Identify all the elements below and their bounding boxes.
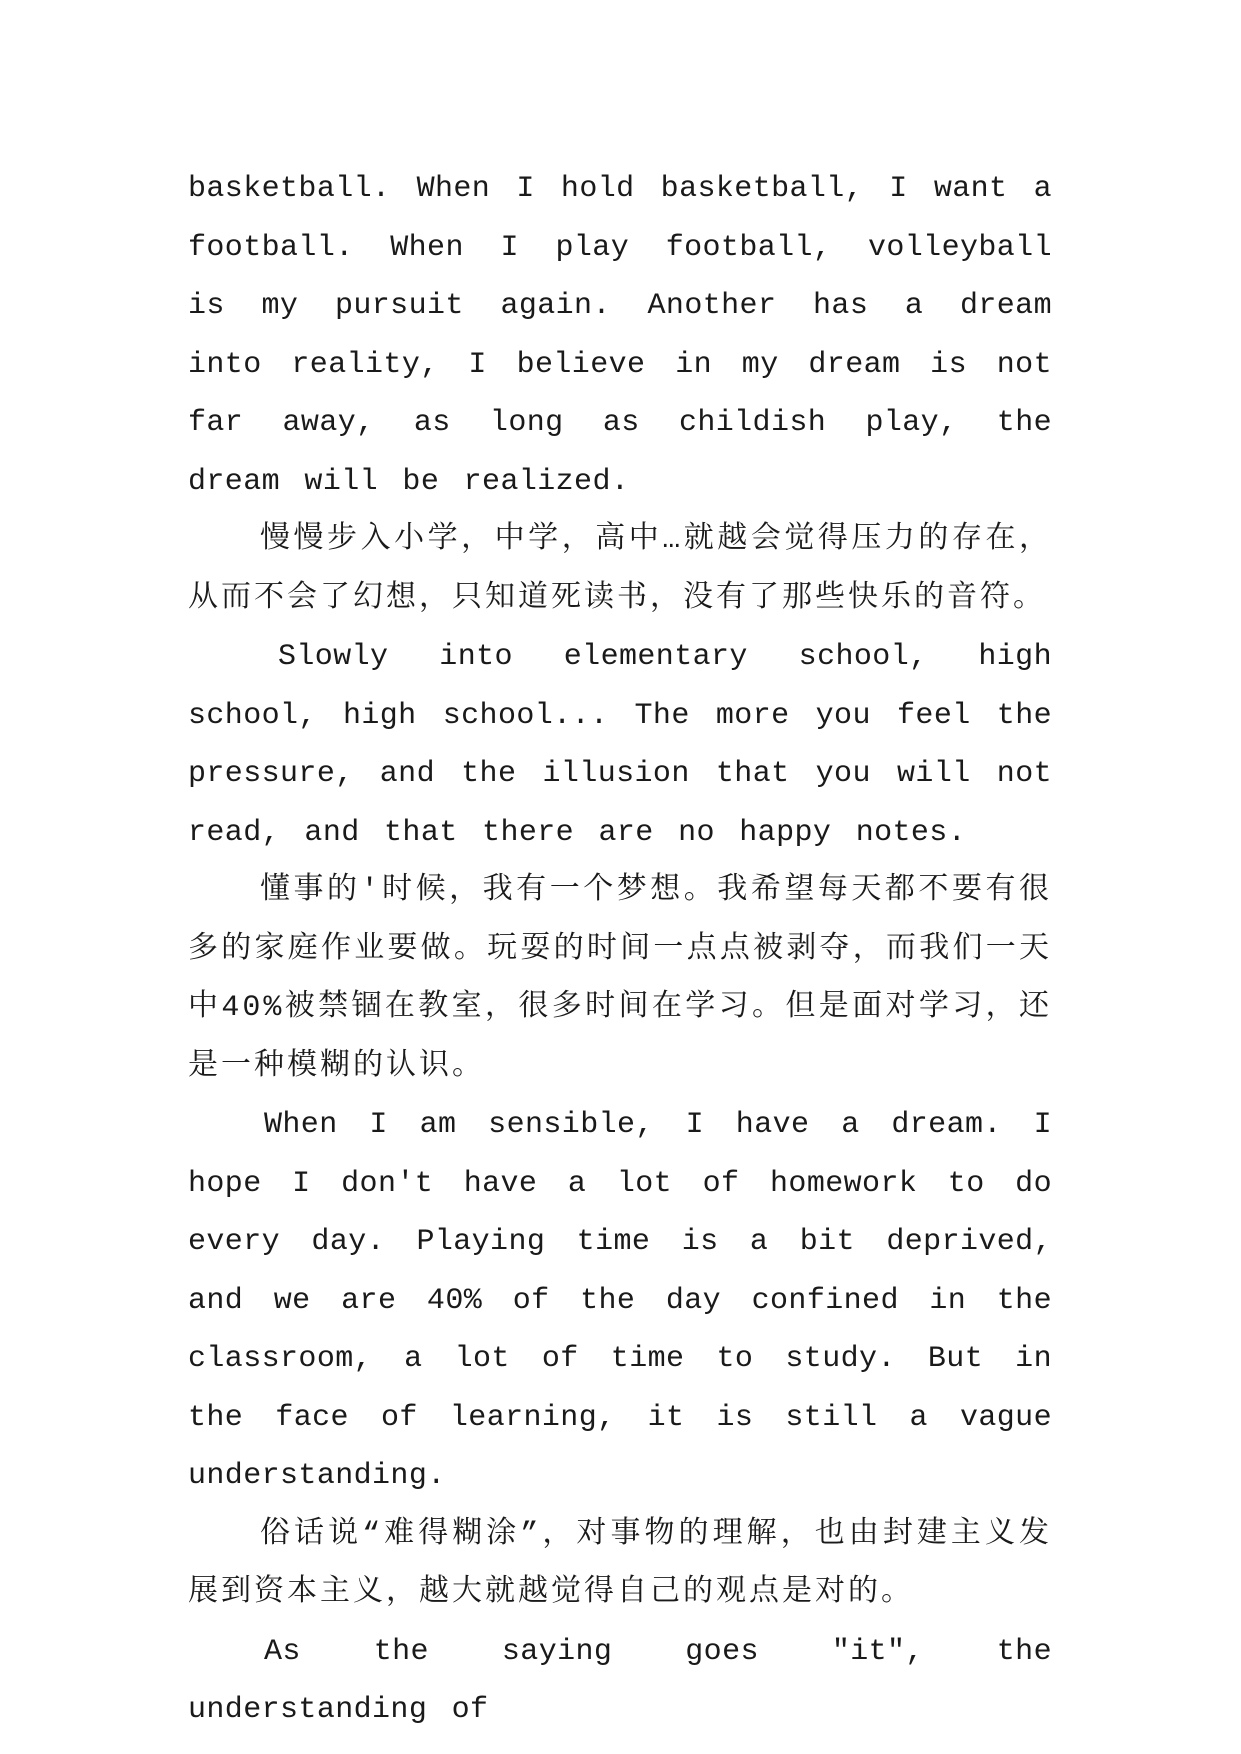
document-body bbox=[188, 160, 1052, 1740]
paragraph-english-3: When I am sensible, I have a dream. I hope I don't have a lot of homework to do every day. Playing time is a bit deprived, and we are 40% of the day confined in the classroom, a lot of time to study. But in the face of learning, it is still a vague understanding. bbox=[188, 1108, 1052, 1493]
paragraph-chinese-1: 慢慢步入小学，中学，高中…就越会觉得压力的存在，从而不会了幻想，只知道死读书，没有了那些快乐的音符。 bbox=[188, 523, 1052, 616]
paragraph-chinese-2: 懂事的'时候，我有一个梦想。我希望每天都不要有很多的家庭作业要做。玩耍的时间一点点被剥夺，而我们一天中40%被禁锢在教室，很多时间在学习。但是面对学习，还是一种模糊的认识。 bbox=[188, 874, 1052, 1084]
paragraph-english-1: basketball. When I hold basketball, I want a football. When I play football, volleyball is my pursuit again. Another has a dream into reality, I believe in my dream is not far away, as long as childish play, the dream will be realized. bbox=[188, 172, 1052, 499]
paragraph-chinese-3: 俗话说“难得糊涂”，对事物的理解，也由封建主义发展到资本主义，越大就越觉得自己的观点是对的。 bbox=[188, 1517, 1052, 1610]
paragraph-english-2: Slowly into elementary school, high school, high school... The more you feel the pressure, and the illusion that you will not read, and that there are no happy notes. bbox=[188, 640, 1052, 850]
paragraph-english-4: As the saying goes "it", the understanding of bbox=[188, 1634, 1052, 1727]
